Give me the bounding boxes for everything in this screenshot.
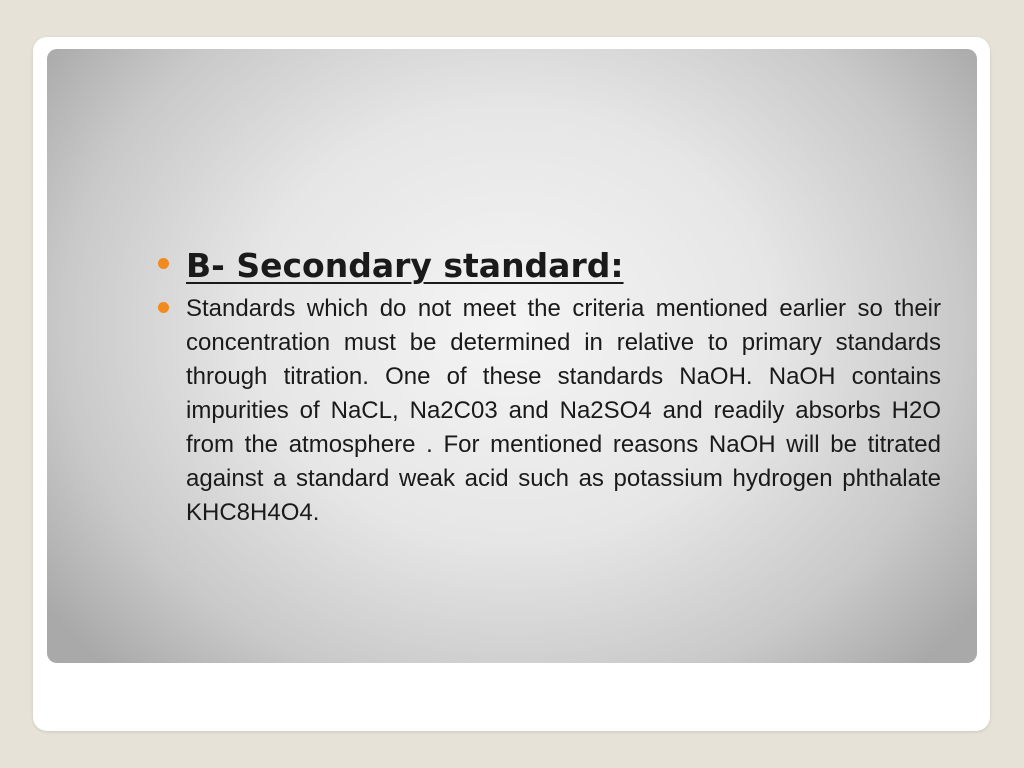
- bullet-dot-icon: [158, 258, 169, 269]
- slide-canvas: [47, 49, 977, 663]
- bullet-item-heading: [105, 242, 941, 290]
- slide-heading: B- Secondary standard:: [186, 246, 624, 285]
- slide-body-text: Standards which do not meet the criteria mentioned earlier so their concentration must be determined in relative to primary standards through titration. One of these standards NaOH. NaOH contains impurities of NaCL, Na2C03 and Na2SO4 and readily absorbs H2O from the atmosphere . For mentioned reasons NaOH will be titrated against a standard weak acid such as potassium hydrogen phthalate KHC8H4O4.: [186, 295, 941, 526]
- bullet-list: [105, 242, 941, 530]
- bullet-item-body: [105, 292, 941, 530]
- bullet-dot-icon: [158, 302, 169, 313]
